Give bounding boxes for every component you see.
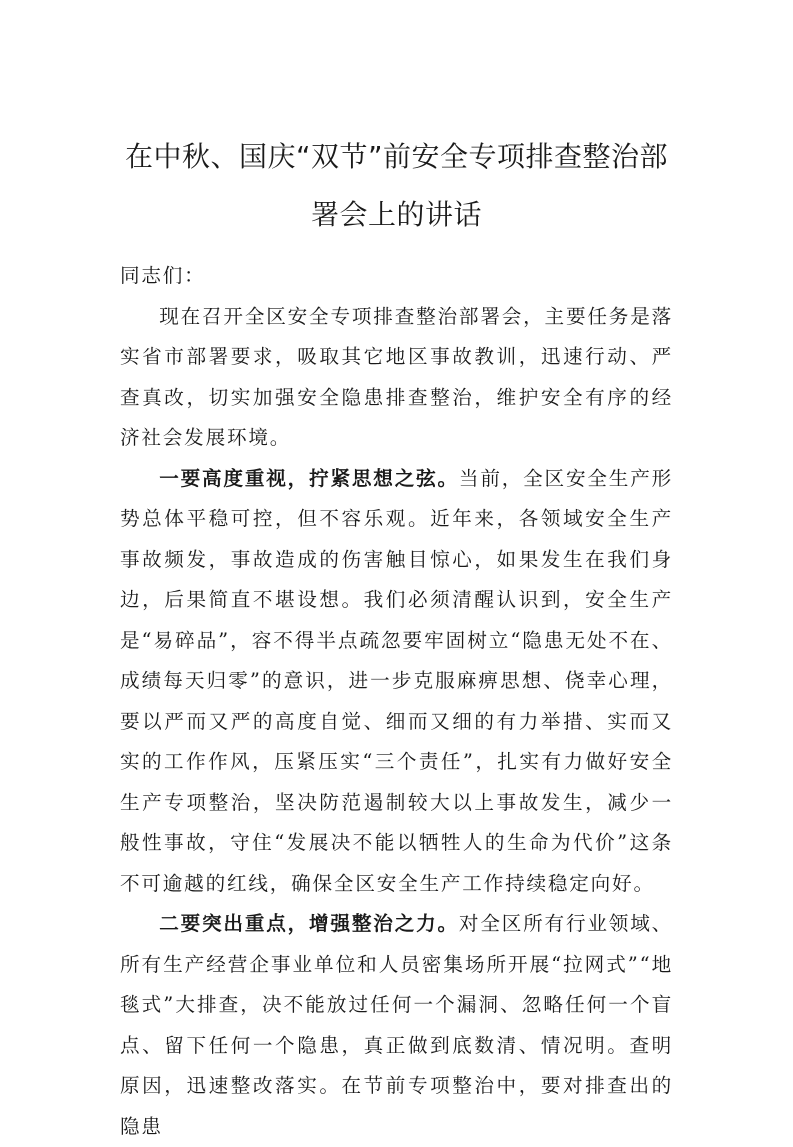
paragraph-point-2 xyxy=(120,904,673,1147)
paragraph-text: 现在召开全区安全专项排查整治部署会，主要任务是落实省市部署要求，吸取其它地区事故教训，迅速行动、严查真改，切实加强安全隐患排查整治，维护安全有序的经济社会发展环境。 xyxy=(120,304,673,449)
paragraph-intro xyxy=(120,297,673,459)
document-page xyxy=(120,128,673,1147)
paragraph-text: 当前，全区安全生产形势总体平稳可控，但不容乐观。近年来，各领域安全生产事故频发，事故造成的伤害触目惊心，如果发生在我们身边，后果简直不堪设想。我们必须清醒认识到，安全生产是“易碎品”，容不得半点疏忽要牢固树立“隐患无处不在、成绩每天归零”的意识，进一步克服麻痹思想、侥幸心理，要以严而又严的高度自觉、细而又细的有力举措、实而又实的工作作风，压紧压实“三个责任”，扎实有力做好安全生产专项整治，坚决防范遏制较大以上事故发生，减少一般性事故，守住“发展决不能以牺牲人的生命为代价”这条不可逾越的红线，确保全区安全生产工作持续稳定向好。 xyxy=(120,466,673,895)
paragraph-lead: 二要突出重点，增强整治之力。 xyxy=(159,912,459,935)
document-body xyxy=(120,256,673,1147)
paragraph-lead: 一要高度重视，拧紧思想之弦。 xyxy=(159,466,459,490)
paragraph-point-1 xyxy=(120,459,673,905)
salutation: 同志们： xyxy=(120,264,206,287)
title-line-2: 署会上的讲话 xyxy=(310,198,482,231)
paragraph-text: 对全区所有行业领域、所有生产经营企事业单位和人员密集场所开展“拉网式”“地毯式”大排查，决不能放过任何一个漏洞、忽略任何一个盲点、留下任何一个隐患，真正做到底数清、情况明。查明原因，迅速整改落实。在节前专项整治中，要对排查出的隐患 xyxy=(120,912,673,1138)
title-line-1: 在中秋、国庆“双节”前安全专项排查整治部 xyxy=(124,140,668,173)
document-title xyxy=(120,128,673,244)
